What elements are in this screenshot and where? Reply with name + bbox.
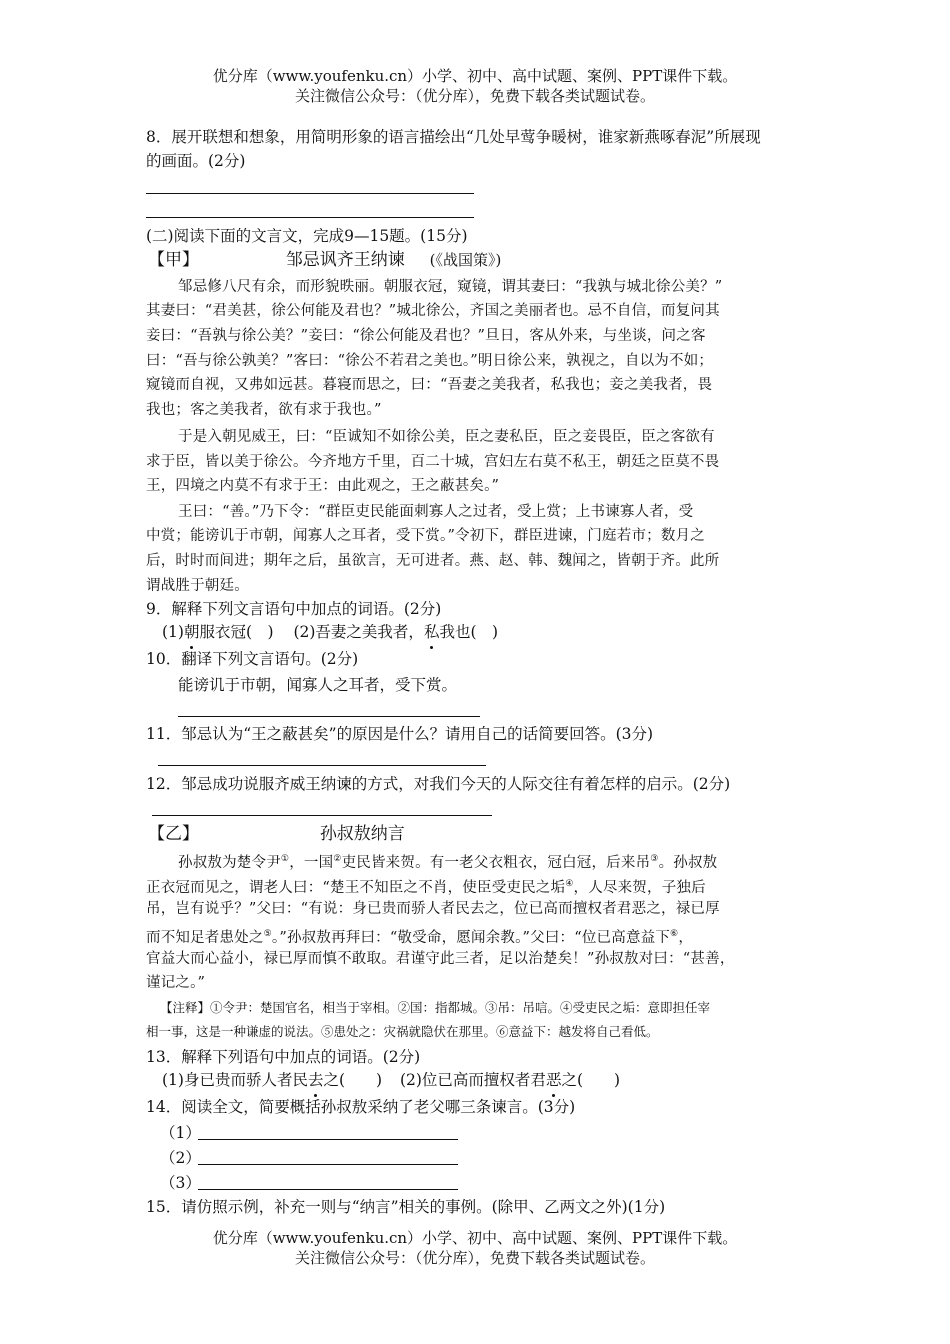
passage-yi-text: 官益大而心益小，禄已厚而慎不敢取。君谨守此三者，足以治楚矣！”孙叔敖对曰：“甚善， bbox=[146, 951, 735, 967]
note-marker: ⑥ bbox=[670, 929, 679, 939]
passage-yi-text: 孙叔敖为楚令尹 bbox=[178, 854, 281, 871]
passage-jia-line: 求于臣，皆以美于徐公。今齐地方千里，百二十城，宫妇左右莫不私王，朝廷之臣莫不畏 bbox=[146, 454, 720, 470]
q14-item-3-line[interactable] bbox=[198, 1189, 458, 1190]
section2-intro: (二)阅读下面的文言文，完成9—15题。(15分) bbox=[146, 227, 468, 245]
q8-line-2: 的画面。(2分) bbox=[146, 152, 246, 170]
q9-a-blank[interactable]: 服衣冠( ) bbox=[199, 623, 274, 641]
q14-item-2-label: （2） bbox=[160, 1149, 201, 1167]
passage-yi-text: ，人尽来贺，子独后 bbox=[573, 879, 706, 896]
q8-line-1: 8．展开联想和想象，用简明形象的语言描绘出“几处早莺争暖树，谁家新燕啄春泥”所展现 bbox=[146, 128, 761, 146]
passage-jia-line: 王，四境之内莫不有求于王：由此观之，王之蔽甚矣。” bbox=[146, 478, 500, 494]
passage-yi-line bbox=[146, 972, 205, 994]
passage-jia-line: 谓战胜于朝廷。 bbox=[146, 578, 249, 594]
q10-sentence: 能谤讥于市朝，闻寡人之耳者，受下赏。 bbox=[178, 676, 458, 694]
notes-line-1: 【注释】①令尹：楚国官名，相当于宰相。②国：指都城。③吊：吊唁。④受吏民之垢：意即担任宰 bbox=[160, 1000, 711, 1015]
passage-jia-line: 其妻曰：“君美甚，徐公何能及君也？”城北徐公，齐国之美丽者也。忌不自信，而复问其 bbox=[146, 303, 720, 319]
passage-yi-text: 。孙叔敖 bbox=[658, 854, 718, 871]
jia-source: (《战国策》) bbox=[429, 251, 502, 269]
footer-line-1: 优分库（www.youfenku.cn）小学、初中、高中试题、案例、PPT课件下载。 bbox=[212, 1229, 738, 1247]
passage-yi-text: ，一国 bbox=[289, 854, 334, 871]
q9-b-blank[interactable]: 我也( ) bbox=[439, 623, 499, 641]
passage-jia-line: 王曰：“善。”乃下令：“群臣吏民能面刺寡人之过者，受上赏；上书谏寡人者，受 bbox=[178, 504, 694, 520]
passage-jia-line: 我也；客之美我者，欲有求于我也。” bbox=[146, 402, 382, 418]
passage-yi-text: 谨记之。” bbox=[146, 975, 206, 991]
passage-jia-line: 后，时时而间进；期年之后，虽欲言，无可进者。燕、赵、韩、魏闻之，皆朝于齐。此所 bbox=[146, 553, 720, 569]
q9-a-prefix: (1) bbox=[162, 623, 184, 641]
header-line-1: 优分库（www.youfenku.cn）小学、初中、高中试题、案例、PPT课件下载。 bbox=[212, 67, 738, 85]
passage-jia-line: 于是入朝见威王，曰：“臣诚知不如徐公美，臣之妻私臣，臣之妾畏臣，臣之客欲有 bbox=[178, 429, 715, 445]
q8-answer-line-2[interactable] bbox=[146, 217, 474, 218]
yi-label: 【乙】 bbox=[148, 824, 199, 844]
passage-yi-line bbox=[146, 873, 706, 899]
q15-stem: 15．请仿照示例，补充一则与“纳言”相关的事例。(除甲、乙两文之外)(1分) bbox=[146, 1198, 666, 1216]
notes-line-2: 相一事，这是一种谦虚的说法。⑤患处之：灾祸就隐伏在那里。⑥意益下：越发将自己看低。 bbox=[146, 1024, 659, 1039]
q12-stem: 12．邹忌成功说服齐威王纳谏的方式，对我们今天的人际交往有着怎样的启示。(2分) bbox=[146, 775, 731, 793]
q13-a-dotted-word: 去 bbox=[307, 1071, 324, 1089]
jia-title: 邹忌讽齐王纳谏 bbox=[285, 250, 405, 270]
passage-yi-line bbox=[146, 923, 693, 949]
note-marker: ③ bbox=[650, 854, 659, 864]
passage-yi-text: 吏民皆来贺。有一老父衣粗衣，冠白冠，后来吊 bbox=[341, 854, 651, 871]
note-marker: ⑤ bbox=[263, 929, 272, 939]
q10-answer-line[interactable] bbox=[178, 716, 480, 717]
q9-items bbox=[162, 621, 498, 643]
q14-item-1-label: （1） bbox=[160, 1124, 201, 1142]
yi-title: 孙叔敖纳言 bbox=[319, 824, 405, 844]
q13-stem: 13．解释下列语句中加点的词语。(2分) bbox=[146, 1048, 421, 1066]
q13-b-prefix: (2)位已高而擅权者君 bbox=[399, 1071, 546, 1089]
header-line-2: 关注微信公众号：（优分库），免费下载各类试题试卷。 bbox=[294, 87, 655, 105]
q13-b-dotted-word: 恶 bbox=[545, 1071, 562, 1089]
passage-yi-text: ， bbox=[678, 929, 694, 946]
jia-heading bbox=[148, 248, 501, 272]
q9-b-prefix: (2)吾妻之美我者， bbox=[293, 623, 424, 641]
q14-item-3-label: （3） bbox=[160, 1174, 201, 1192]
jia-label: 【甲】 bbox=[148, 250, 199, 270]
q14-item-1-line[interactable] bbox=[198, 1139, 458, 1140]
yi-heading bbox=[148, 822, 405, 846]
q11-answer-line[interactable] bbox=[158, 765, 486, 766]
q13-a-prefix: (1)身已贵而骄人者民 bbox=[162, 1071, 308, 1089]
q9-stem: 9．解释下列文言语句中加点的词语。(2分) bbox=[146, 600, 442, 618]
note-marker: ④ bbox=[565, 879, 574, 889]
q14-item-2-line[interactable] bbox=[198, 1164, 458, 1165]
note-marker: ① bbox=[280, 854, 290, 864]
passage-jia-line: 曰：“吾与徐公孰美？”客曰：“徐公不若君之美也。”明日徐公来，孰视之，自以为不如； bbox=[146, 353, 714, 369]
passage-yi-line bbox=[146, 898, 720, 920]
q13-a-blank[interactable]: 之( ) bbox=[323, 1071, 383, 1089]
q9-b-dotted-word: 私 bbox=[423, 623, 440, 641]
q13-items bbox=[162, 1069, 620, 1091]
passage-jia-line: 中赏；能谤讥于市朝，闻寡人之耳者，受下赏。”令初下，群臣进谏，门庭若市；数月之 bbox=[146, 528, 705, 544]
q11-stem: 11．邹忌认为“王之蔽甚矣”的原因是什么？请用自己的话简要回答。(3分) bbox=[146, 725, 654, 743]
passage-yi-line bbox=[178, 848, 717, 874]
q12-answer-line[interactable] bbox=[152, 815, 492, 816]
q14-stem: 14．阅读全文，简要概括孙叔敖采纳了老父哪三条谏言。(3分) bbox=[146, 1098, 576, 1116]
passage-yi-text: 而不知足者患处之 bbox=[146, 929, 264, 946]
q13-b-blank[interactable]: 之( ) bbox=[561, 1071, 621, 1089]
passage-yi-line bbox=[146, 948, 735, 970]
q10-stem: 10．翻译下列文言语句。(2分) bbox=[146, 650, 359, 668]
footer-line-2: 关注微信公众号：（优分库），免费下载各类试题试卷。 bbox=[294, 1249, 655, 1267]
passage-jia-line: 邹忌修八尺有余，而形貌昳丽。朝服衣冠，窥镜，谓其妻曰：“我孰与城北徐公美？” bbox=[178, 279, 723, 295]
passage-yi-text: 吊，岂有说乎？”父曰：“有说：身已贵而骄人者民去之，位已高而擅权者君恶之，禄已厚 bbox=[146, 901, 720, 917]
passage-jia-line: 妾曰：“吾孰与徐公美？”妾曰：“徐公何能及君也？”旦日，客从外来，与坐谈，问之客 bbox=[146, 328, 706, 344]
q9-a-dotted-word: 朝 bbox=[183, 623, 200, 641]
passage-yi-text: 正衣冠而见之，谓老人曰：“楚王不知臣之不肖，使臣受吏民之垢 bbox=[146, 879, 566, 896]
note-marker: ② bbox=[333, 854, 342, 864]
passage-jia-line: 窥镜而自视，又弗如远甚。暮寝而思之，曰：“吾妻之美我者，私我也；妾之美我者，畏 bbox=[146, 377, 713, 393]
q8-answer-line-1[interactable] bbox=[146, 193, 474, 194]
passage-yi-text: 。”孙叔敖再拜曰：“敬受命，愿闻余教。”父曰：“位已高意益下 bbox=[271, 929, 671, 946]
